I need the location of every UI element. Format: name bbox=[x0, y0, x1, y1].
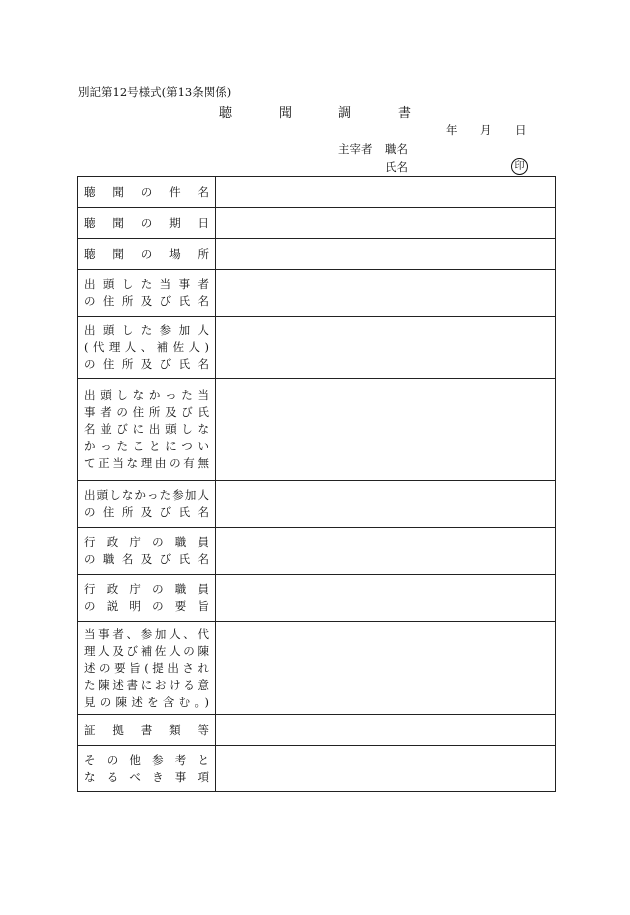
row-value-field[interactable] bbox=[216, 575, 556, 622]
row-label-line: 聴聞の件名 bbox=[84, 184, 209, 199]
table-row bbox=[78, 715, 556, 746]
row-label-line: 行政庁の職員 bbox=[84, 582, 209, 596]
title-char: 聞 bbox=[279, 106, 293, 121]
presider-name-label: 氏名 bbox=[385, 160, 408, 174]
row-label-line: 出頭した当事者 bbox=[84, 277, 209, 291]
row-label-line: その他参考と bbox=[84, 752, 209, 767]
row-value-field[interactable] bbox=[216, 715, 556, 746]
presider-role: 主宰者 bbox=[338, 142, 373, 156]
seal-mark: 印 bbox=[511, 158, 528, 175]
presider-title-label: 職名 bbox=[385, 142, 408, 156]
row-value-field[interactable] bbox=[216, 239, 556, 270]
row-label-line: た陳述書における意 bbox=[84, 677, 209, 692]
date-month: 月 bbox=[480, 123, 492, 137]
row-label bbox=[78, 481, 216, 528]
row-label bbox=[78, 208, 216, 239]
row-label bbox=[78, 270, 216, 317]
row-label-line: 証拠書類等 bbox=[84, 722, 209, 737]
row-label bbox=[78, 622, 216, 715]
row-label bbox=[78, 528, 216, 575]
row-value-field[interactable] bbox=[216, 270, 556, 317]
hearing-record-table bbox=[77, 176, 556, 792]
row-label-line: かったことについ bbox=[84, 439, 209, 453]
row-value-field[interactable] bbox=[216, 481, 556, 528]
row-label-line: 見の陳述を含む。) bbox=[84, 694, 209, 709]
table-row bbox=[78, 379, 556, 481]
row-label-line: の職名及び氏名 bbox=[84, 552, 209, 566]
row-value-field[interactable] bbox=[216, 317, 556, 379]
row-label-line: の住所及び氏名 bbox=[84, 294, 209, 308]
row-label bbox=[78, 239, 216, 270]
table-row bbox=[78, 481, 556, 528]
row-label-line: の住所及び氏名 bbox=[84, 357, 209, 371]
row-label bbox=[78, 379, 216, 481]
row-label-line: 述の要旨(提出され bbox=[84, 660, 209, 675]
title-char: 聴 bbox=[219, 106, 233, 121]
row-label bbox=[78, 317, 216, 379]
row-value-field[interactable] bbox=[216, 208, 556, 239]
row-label-line: の住所及び氏名 bbox=[84, 505, 209, 519]
table-row bbox=[78, 746, 556, 792]
table-row bbox=[78, 239, 556, 270]
form-reference: 別記第12号様式(第13条関係) bbox=[78, 85, 232, 99]
table-row bbox=[78, 270, 556, 317]
table-row bbox=[78, 622, 556, 715]
row-label-line: 行政庁の職員 bbox=[84, 535, 209, 549]
row-label bbox=[78, 746, 216, 792]
title-char: 書 bbox=[398, 106, 412, 121]
row-label-line: 出頭しなかった参加人 bbox=[84, 488, 209, 502]
row-label-line: 出頭しなかった当 bbox=[84, 388, 209, 402]
row-label bbox=[78, 715, 216, 746]
row-label-line: 名並びに出頭しな bbox=[84, 422, 209, 436]
row-label-line: 聴聞の場所 bbox=[84, 246, 209, 261]
table-row bbox=[78, 528, 556, 575]
row-value-field[interactable] bbox=[216, 622, 556, 715]
table-row bbox=[78, 177, 556, 208]
title-char: 調 bbox=[338, 106, 352, 121]
table-row bbox=[78, 317, 556, 379]
row-label-line: なるべき事項 bbox=[84, 769, 209, 784]
row-label-line: て正当な理由の有無 bbox=[84, 456, 209, 470]
row-label bbox=[78, 575, 216, 622]
row-value-field[interactable] bbox=[216, 177, 556, 208]
table-row bbox=[78, 208, 556, 239]
row-label-line: 当事者、参加人、代 bbox=[84, 626, 209, 641]
table-row bbox=[78, 575, 556, 622]
row-label-line: 出頭した参加人 bbox=[84, 323, 209, 337]
row-label-line: 理人及び補佐人の陳 bbox=[84, 643, 209, 658]
row-label-line: の説明の要旨 bbox=[84, 599, 209, 613]
row-label bbox=[78, 177, 216, 208]
row-label-line: 事者の住所及び氏 bbox=[84, 405, 209, 419]
date-year: 年 bbox=[446, 123, 458, 137]
document-title bbox=[0, 102, 630, 121]
row-label-line: 聴聞の期日 bbox=[84, 215, 209, 230]
row-label-line: (代理人、補佐人) bbox=[84, 340, 209, 354]
date-day: 日 bbox=[515, 123, 527, 137]
row-value-field[interactable] bbox=[216, 746, 556, 792]
row-value-field[interactable] bbox=[216, 379, 556, 481]
row-value-field[interactable] bbox=[216, 528, 556, 575]
